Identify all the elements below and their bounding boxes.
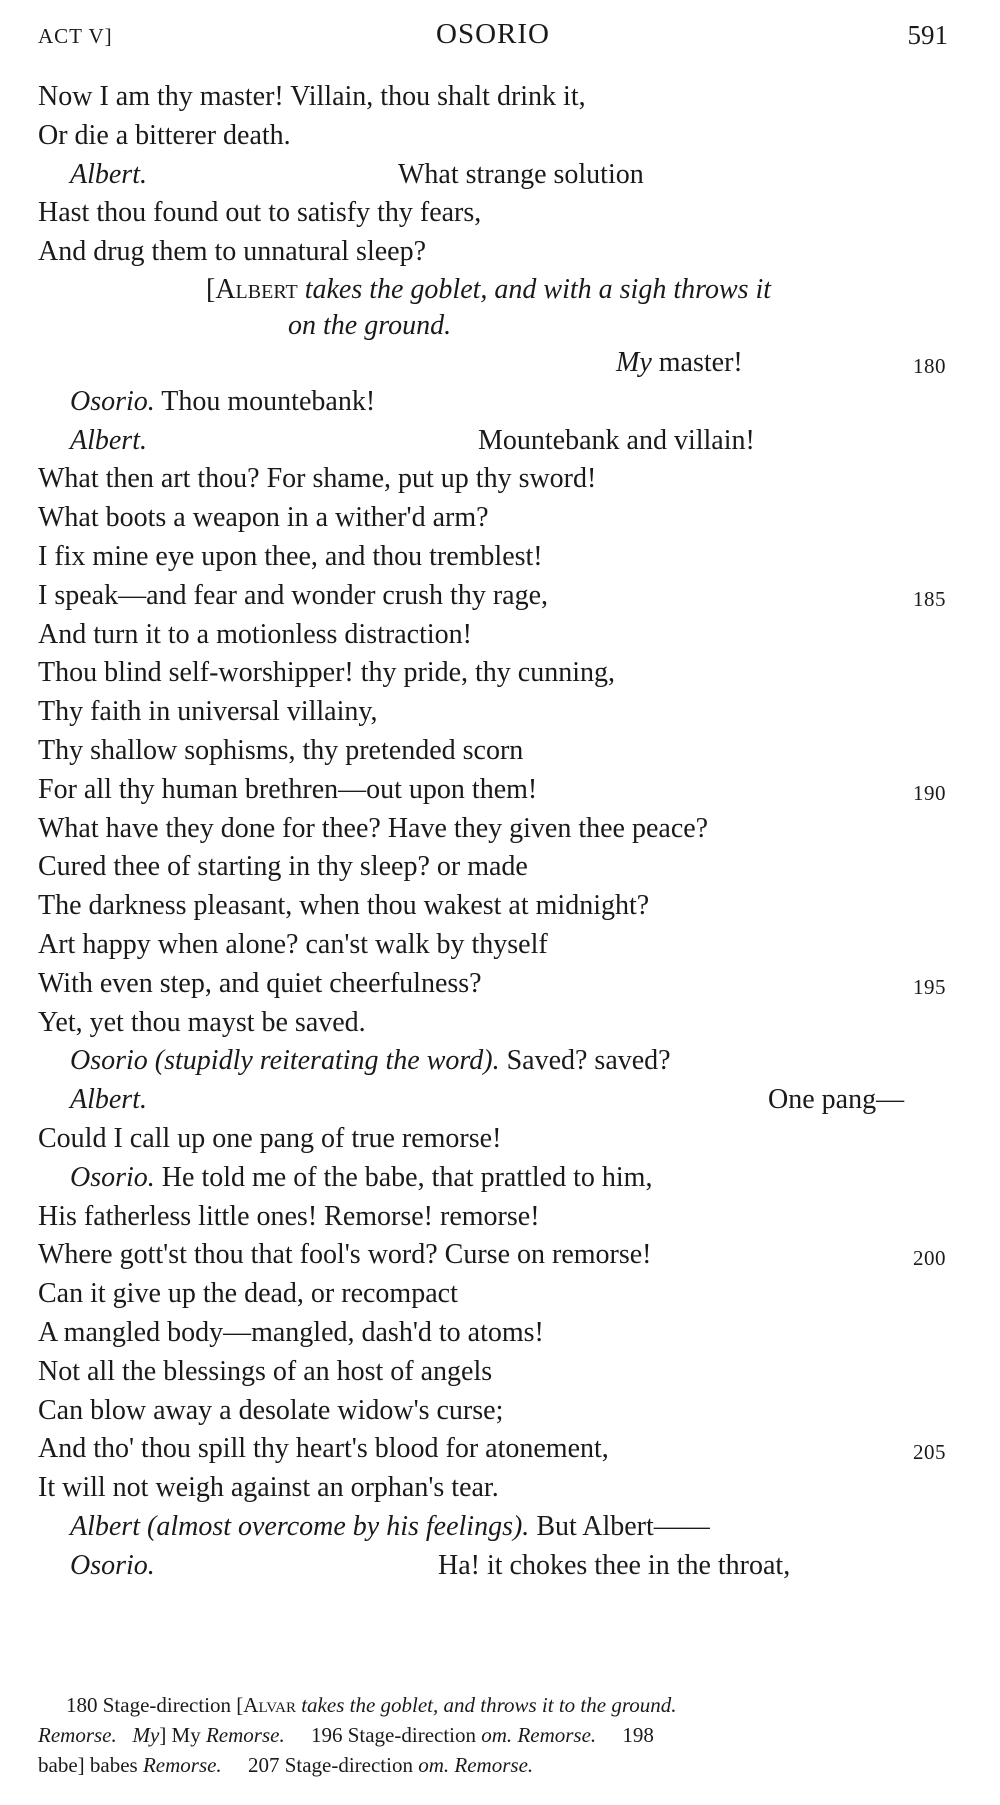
stage-direction: [Albert takes the goblet, and with a sigh throws it bbox=[206, 273, 772, 305]
speech-line: Albert. One pang— bbox=[70, 1084, 905, 1116]
verse-line: And tho' thou spill thy heart's blood for atonement, 205 bbox=[38, 1430, 958, 1469]
verse-line: For all thy human brethren—out upon them! 190 bbox=[38, 771, 958, 810]
verse-line: Now I am thy master! Villain, thou shalt drink it, bbox=[38, 81, 586, 112]
verse-line: Can blow away a desolate widow's curse; bbox=[38, 1394, 504, 1426]
line-number: 180 bbox=[913, 353, 946, 378]
verse-line: Could I call up one pang of true remorse! bbox=[38, 1122, 502, 1154]
speaker-name: Albert bbox=[70, 1510, 140, 1542]
play-text bbox=[38, 78, 958, 1585]
verse-line: Where gott'st thou that fool's word? Curse on remorse! 200 bbox=[38, 1236, 958, 1275]
speaker-name: Osorio. bbox=[70, 1161, 155, 1193]
verse-line: It will not weigh against an orphan's tear. bbox=[38, 1472, 499, 1504]
verse-line: What then art thou? For shame, put up thy sword! bbox=[38, 463, 597, 495]
speaker-name: Albert. bbox=[70, 424, 147, 456]
verse-line: With even step, and quiet cheerfulness? 195 bbox=[38, 965, 958, 1004]
verse-line: What boots a weapon in a wither'd arm? bbox=[38, 502, 489, 534]
verse-line: The darkness pleasant, when thou wakest at midnight? bbox=[38, 890, 650, 922]
footnotes bbox=[38, 1690, 948, 1780]
line-number: 195 bbox=[913, 974, 946, 999]
speech-line: Osorio (stupidly reiterating the word). Saved? saved? bbox=[70, 1045, 671, 1077]
verse-line: Not all the blessings of an host of angels bbox=[38, 1355, 493, 1387]
speech-line: Osorio. Ha! it chokes thee in the throat, bbox=[70, 1549, 791, 1581]
speech-line: Osorio. Thou mountebank! bbox=[70, 385, 376, 417]
verse-line: I fix mine eye upon thee, and thou tremblest! bbox=[38, 540, 543, 572]
line-number: 190 bbox=[913, 780, 946, 805]
verse-line: Hast thou found out to satisfy thy fears, bbox=[38, 197, 482, 229]
speaker-name: Osorio. bbox=[70, 1549, 155, 1581]
verse-line: Thy faith in universal villainy, bbox=[38, 696, 378, 728]
verse-line: And turn it to a motionless distraction! bbox=[38, 618, 472, 650]
character-name: Albert bbox=[215, 273, 298, 305]
verse-line: I speak—and fear and wonder crush thy rage, 185 bbox=[38, 577, 958, 616]
page-number: 591 bbox=[907, 20, 948, 50]
page-title: OSORIO bbox=[436, 18, 550, 50]
speaker-name: Osorio. bbox=[70, 385, 155, 417]
verse-line: And drug them to unnatural sleep? bbox=[38, 236, 427, 268]
speech-line: Albert. Mountebank and villain! bbox=[70, 424, 755, 456]
line-number: 185 bbox=[913, 586, 946, 611]
verse-line: Thy shallow sophisms, thy pretended scorn bbox=[38, 734, 524, 766]
verse-line: What have they done for thee? Have they given thee peace? bbox=[38, 812, 709, 844]
verse-line: Or die a bitterer death. bbox=[38, 119, 291, 151]
verse-line: Art happy when alone? can'st walk by thyself bbox=[38, 928, 548, 960]
stage-direction: (stupidly reiterating the word). bbox=[154, 1045, 500, 1077]
footnote-line: babe] babes Remorse. 207 Stage-direction om. Remorse. bbox=[38, 1753, 534, 1777]
footnote-line: 180 Stage-direction [Alvar takes the goblet, and throws it to the ground. bbox=[66, 1693, 677, 1717]
stage-direction: on the ground. bbox=[288, 309, 452, 341]
stage-direction: (almost overcome by his feelings). bbox=[147, 1510, 530, 1542]
line-number: 205 bbox=[913, 1440, 946, 1465]
speaker-name: Osorio bbox=[70, 1045, 148, 1077]
speaker-name: Albert. bbox=[70, 158, 147, 190]
speech-line: Albert (almost overcome by his feelings). But Albert—— bbox=[70, 1510, 710, 1542]
verse-line: Yet, yet thou mayst be saved. bbox=[38, 1006, 366, 1038]
line-number: 200 bbox=[913, 1246, 946, 1271]
act-label: ACT V] bbox=[38, 24, 113, 48]
page-header bbox=[38, 18, 948, 58]
verse-line: His fatherless little ones! Remorse! remorse! bbox=[38, 1200, 540, 1232]
verse-line: My master! 180 bbox=[38, 344, 958, 383]
speech-line: Albert. What strange solution bbox=[70, 158, 644, 190]
footnote-line: Remorse. My] My Remorse. 196 Stage-direction om. Remorse. 198 bbox=[38, 1723, 654, 1747]
verse-line: Thou blind self-worshipper! thy pride, thy cunning, bbox=[38, 657, 616, 689]
speaker-name: Albert. bbox=[70, 1084, 147, 1116]
verse-line: Can it give up the dead, or recompact bbox=[38, 1278, 458, 1310]
verse-line: A mangled body—mangled, dash'd to atoms! bbox=[38, 1316, 544, 1348]
verse-line: Cured thee of starting in thy sleep? or made bbox=[38, 851, 528, 883]
speech-line: Osorio. He told me of the babe, that prattled to him, bbox=[70, 1161, 653, 1193]
